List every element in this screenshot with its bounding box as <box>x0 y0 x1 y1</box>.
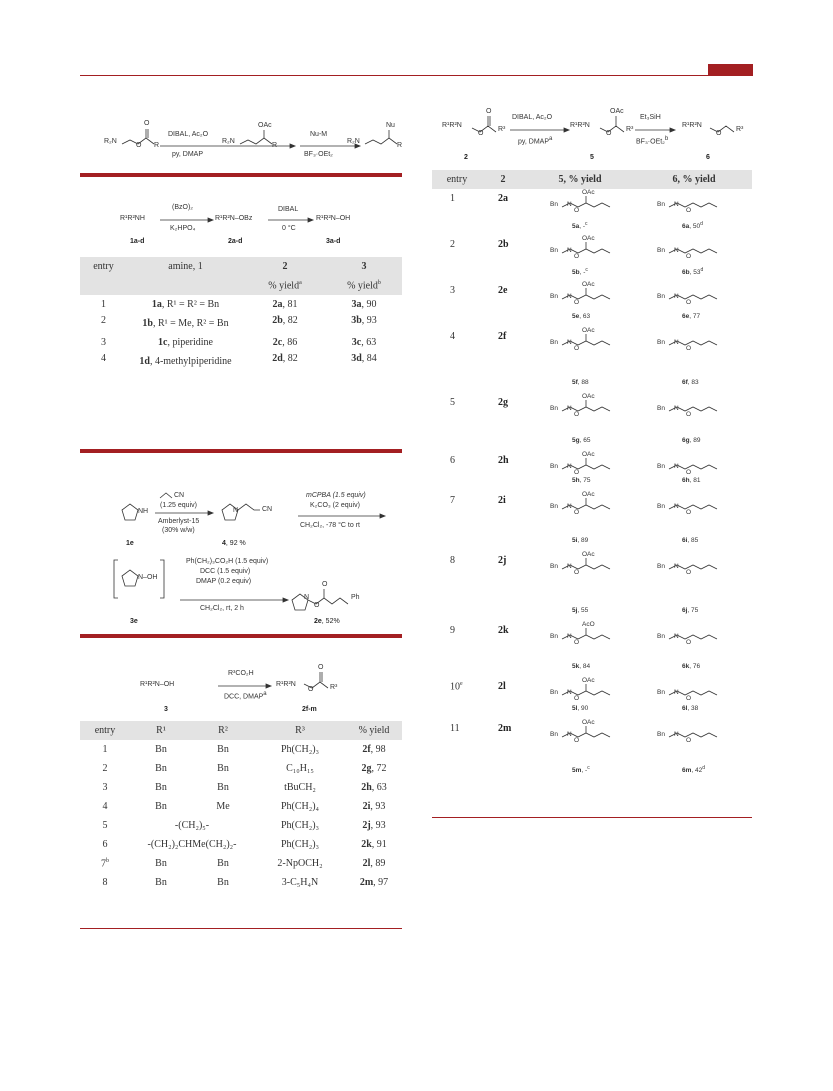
scheme5-int-label: 5 <box>590 154 594 161</box>
t3-product-structure <box>647 719 747 765</box>
scheme1-prod-r: R <box>397 142 403 149</box>
t3-entry: 1 <box>450 193 455 204</box>
section-rule-2 <box>80 449 402 453</box>
header-rule <box>80 75 753 76</box>
t3-bn2: Bn <box>657 563 665 570</box>
t3-oac: OAc <box>582 451 595 458</box>
t3-header-5: 5, % yield <box>524 170 636 189</box>
scheme4-prod-r3: R³ <box>330 684 338 691</box>
t3-n2: N <box>674 201 679 208</box>
scheme-3 <box>100 488 400 628</box>
scheme3-prod-carbonyl: O <box>322 581 328 588</box>
table-row <box>432 451 752 491</box>
scheme3-int-n: N <box>233 507 239 514</box>
t1-sub-empty1 <box>80 276 127 295</box>
scheme3-reagent1-a: (1.25 equiv) <box>160 502 197 509</box>
scheme5-int-r3: R³ <box>626 126 634 133</box>
scheme1-carbonyl-o: O <box>144 120 150 127</box>
table-row <box>432 189 752 235</box>
t3-bn2: Bn <box>657 633 665 640</box>
t1-header-2: 2 <box>244 257 326 276</box>
t3-header-6: 6, % yield <box>636 170 752 189</box>
t3-o2: O <box>686 207 692 214</box>
scheme3-reagent3-b: DCC (1.5 equiv) <box>200 568 251 575</box>
table-row <box>432 393 752 451</box>
t3-o: O <box>574 345 580 352</box>
scheme5-reagent2-top: Et₃SiH <box>640 114 661 121</box>
t3-entry: 5 <box>450 397 455 408</box>
t3-n: N <box>567 731 572 738</box>
t3-n: N <box>567 563 572 570</box>
scheme3-reagent3-d: CH₂Cl₂, rt, 2 h <box>200 605 244 612</box>
t3-n: N <box>567 463 572 470</box>
table-row: 6 -(CH₂)₂CHMe(CH₂)₂- Ph(CH₂)₃ 2k, 91 <box>102 839 387 850</box>
scheme3-reagent3-a: Ph(CH₂)₃CO₂H (1.5 equiv) <box>186 558 269 565</box>
scheme1-reagent2-bottom: BF₃·OEt₂ <box>304 151 333 158</box>
t3-entry: 9 <box>450 625 455 636</box>
scheme3-acn: CN <box>174 492 185 499</box>
t3-oac: OAc <box>582 281 595 288</box>
table-row <box>432 621 752 677</box>
t3-bn: Bn <box>550 405 558 412</box>
t3-oac: AcO <box>582 621 595 628</box>
t3-c6: 6i, 85 <box>682 537 699 544</box>
scheme5-prod-r3: R³ <box>736 126 744 133</box>
scheme3-int-cn: CN <box>262 506 273 513</box>
t3-o: O <box>574 469 580 476</box>
t3-sm: 2h <box>498 455 509 466</box>
t1-sub-empty2 <box>127 276 244 295</box>
table-row: 1 Bn Bn Ph(CH₂)₃ 2f, 98 <box>102 744 386 755</box>
scheme3-reagent2-b: K₂CO₃ (2 equiv) <box>310 502 360 509</box>
scheme2-sm-label: 1a-d <box>130 238 145 245</box>
scheme3-reagent1-b: Amberlyst-15 <box>158 518 200 525</box>
table-row <box>432 551 752 621</box>
t3-o: O <box>574 639 580 646</box>
t3-bn: Bn <box>550 463 558 470</box>
scheme2-int: R¹R²N–OBz <box>215 215 253 222</box>
table-row <box>432 491 752 551</box>
table-row <box>432 281 752 327</box>
scheme2-reagent2-top: DIBAL <box>278 206 299 213</box>
t3-n: N <box>567 339 572 346</box>
t3-entry: 10e <box>450 681 463 693</box>
scheme1-prod-r2n: R₂N <box>347 138 360 145</box>
scheme1-r2n: R₂N <box>104 138 117 145</box>
section-rule-1 <box>80 173 402 177</box>
t3-oac: OAc <box>582 719 595 726</box>
t3-n: N <box>567 293 572 300</box>
t3-c5: 5e, 63 <box>572 313 591 320</box>
t3-sm: 2f <box>498 331 507 342</box>
section-rule-5 <box>432 817 752 818</box>
t3-o2: O <box>686 509 692 516</box>
scheme3-prod-o: O <box>314 602 320 609</box>
scheme1-reagent1-bottom: py, DMAP <box>172 151 203 158</box>
t3-oac: OAc <box>582 393 595 400</box>
t1-header-amine: amine, 1 <box>127 257 244 276</box>
scheme1-r: R <box>154 142 160 149</box>
scheme1-int-oac: OAc <box>258 122 272 129</box>
t3-sm: 2l <box>498 681 506 692</box>
scheme3-nh: NH <box>138 508 149 515</box>
scheme3-prod-n: N <box>304 594 310 601</box>
scheme5-prod-o: O <box>716 130 722 137</box>
t3-entry: 7 <box>450 495 455 506</box>
table-row: 8 Bn Bn 3-C₅H₄N 2m, 97 <box>102 877 389 888</box>
scheme5-reagent2-bottom: BF₃·OEt₂$^b$ <box>636 136 669 146</box>
t3-product-structure <box>647 491 747 537</box>
t3-sm: 2m <box>498 723 512 734</box>
t3-intermediate-structure <box>540 327 640 379</box>
t1-header-entry: entry <box>80 257 127 276</box>
table-1 <box>80 257 402 371</box>
table-2 <box>80 721 402 892</box>
t3-c5: 5a, -$^c$ <box>572 221 588 231</box>
t3-o2: O <box>686 737 692 744</box>
t3-c6: 6g, 89 <box>682 437 701 444</box>
t3-o2: O <box>686 253 692 260</box>
table-row: 2 Bn Bn C₁₀H₁₅ 2g, 72 <box>102 763 387 774</box>
t3-o: O <box>574 737 580 744</box>
t3-sm: 2k <box>498 625 509 636</box>
t3-n2: N <box>674 405 679 412</box>
t3-c6: 6b, 53$^d$ <box>682 267 704 277</box>
t3-sm: 2b <box>498 239 509 250</box>
t3-n: N <box>567 503 572 510</box>
t3-sm: 2j <box>498 555 507 566</box>
t3-c6: 6m, 42$^d$ <box>682 765 706 775</box>
scheme5-prod-label: 6 <box>706 154 710 161</box>
t2-header-r1: R¹ <box>130 721 192 740</box>
scheme3-reagent2-a: mCPBA (1.5 equiv) <box>306 492 366 499</box>
t3-o2: O <box>686 639 692 646</box>
t3-bn2: Bn <box>657 503 665 510</box>
t3-c5: 5j, 55 <box>572 607 589 614</box>
t3-product-structure <box>647 393 747 437</box>
t3-o: O <box>574 411 580 418</box>
scheme4-prod-label: 2f-m <box>302 706 317 713</box>
scheme-1 <box>100 118 410 168</box>
t3-n: N <box>567 633 572 640</box>
table-row: 2 1b, R¹ = Me, R² = Bn 2b, 82 3b, 93 <box>101 315 377 329</box>
scheme2-reagent1-top: (BzO)₂ <box>172 204 193 211</box>
t3-n2: N <box>674 689 679 696</box>
t3-n2: N <box>674 339 679 346</box>
t3-bn: Bn <box>550 689 558 696</box>
table-row <box>432 719 752 779</box>
t3-n2: N <box>674 247 679 254</box>
t3-o2: O <box>686 299 692 306</box>
t2-header-yield: % yield <box>346 721 402 740</box>
table-3 <box>432 170 752 779</box>
t3-n: N <box>567 689 572 696</box>
t3-bn2: Bn <box>657 293 665 300</box>
t3-n2: N <box>674 731 679 738</box>
t3-product-structure <box>647 327 747 379</box>
t3-n: N <box>567 405 572 412</box>
t3-entry: 6 <box>450 455 455 466</box>
scheme5-reagent1-bottom: py, DMAP$^a$ <box>518 136 553 146</box>
t3-bn: Bn <box>550 339 558 346</box>
t3-o: O <box>574 253 580 260</box>
t3-c6: 6h, 81 <box>682 477 701 484</box>
t3-bn2: Bn <box>657 463 665 470</box>
table-row <box>432 235 752 281</box>
t3-entry: 11 <box>450 723 460 734</box>
t2-header-entry: entry <box>80 721 130 740</box>
t3-sm: 2i <box>498 495 506 506</box>
t3-c5: 5h, 75 <box>572 477 591 484</box>
scheme4-sm: R¹R²N–OH <box>140 681 175 688</box>
scheme5-int-oac: OAc <box>610 108 624 115</box>
scheme3-reagent3-c: DMAP (0.2 equiv) <box>196 578 252 585</box>
t3-oac: OAc <box>582 189 595 196</box>
t3-c6: 6e, 77 <box>682 313 701 320</box>
t3-c5: 5l, 90 <box>572 705 589 712</box>
t2-header-r3: R³ <box>254 721 346 740</box>
t2-header-r2: R² <box>192 721 254 740</box>
t3-entry: 8 <box>450 555 455 566</box>
scheme2-int-label: 2a-d <box>228 238 243 245</box>
t3-product-structure <box>647 621 747 663</box>
t3-c5: 5g, 65 <box>572 437 591 444</box>
t3-bn2: Bn <box>657 339 665 346</box>
t3-bn2: Bn <box>657 731 665 738</box>
t3-o: O <box>574 207 580 214</box>
t3-c5: 5m, -$^c$ <box>572 765 590 775</box>
table-row: 1 1a, R¹ = R² = Bn 2a, 81 3a, 90 <box>101 299 377 310</box>
t3-n: N <box>567 247 572 254</box>
scheme4-reagent-bottom: DCC, DMAP$^a$ <box>224 691 267 701</box>
t3-c6: 6k, 76 <box>682 663 701 670</box>
scheme5-sm-r3: R³ <box>498 126 506 133</box>
t3-o2: O <box>686 345 692 352</box>
scheme4-prod-o: O <box>308 686 314 693</box>
t3-product-structure <box>647 551 747 607</box>
scheme-5 <box>440 108 750 168</box>
t3-c5: 5b, -$^c$ <box>572 267 588 277</box>
t3-bn2: Bn <box>657 201 665 208</box>
t3-c6: 6a, 50$^d$ <box>682 221 703 231</box>
section-rule-3 <box>80 634 402 638</box>
scheme5-sm: R¹R²N <box>442 122 462 129</box>
scheme4-reagent-top: R³CO₂H <box>228 670 254 677</box>
t3-oac: OAc <box>582 677 595 684</box>
scheme3-reagent2-c: CH₂Cl₂, -78 °C to rt <box>300 522 360 529</box>
t3-c6: 6f, 83 <box>682 379 699 386</box>
scheme2-reagent2-bottom: 0 °C <box>282 225 296 232</box>
scheme-2 <box>120 200 400 250</box>
t3-bn2: Bn <box>657 689 665 696</box>
scheme4-sm-label: 3 <box>164 706 168 713</box>
t3-c6: 6j, 75 <box>682 607 699 614</box>
scheme5-sm-carbonyl: O <box>486 108 492 115</box>
scheme1-o: O <box>136 142 142 149</box>
t3-bn: Bn <box>550 633 558 640</box>
scheme5-prod: R¹R²N <box>682 122 702 129</box>
t3-o2: O <box>686 469 692 476</box>
header-tab <box>708 64 753 76</box>
t3-sm: 2e <box>498 285 508 296</box>
scheme1-reagent2-top: Nu-M <box>310 131 328 138</box>
t3-rows <box>432 189 752 779</box>
table-row <box>432 677 752 719</box>
t3-entry: 4 <box>450 331 455 342</box>
t3-o: O <box>574 695 580 702</box>
t3-bn: Bn <box>550 731 558 738</box>
t1-sub-yield-2: % yield$^a$ <box>244 276 326 295</box>
t3-bn: Bn <box>550 563 558 570</box>
scheme1-reagent1-top: DIBAL, Ac₂O <box>168 131 209 138</box>
t3-n2: N <box>674 293 679 300</box>
scheme5-sm-label: 2 <box>464 154 468 161</box>
table-row <box>432 327 752 393</box>
t3-entry: 2 <box>450 239 455 250</box>
t3-bn2: Bn <box>657 247 665 254</box>
t3-c5: 5f, 88 <box>572 379 589 386</box>
scheme5-int: R¹R²N <box>570 122 590 129</box>
scheme1-int-r: R <box>272 142 278 149</box>
t3-o: O <box>574 569 580 576</box>
section-rule-4 <box>80 928 402 929</box>
scheme5-int-o: O <box>606 130 612 137</box>
scheme5-reagent1-top: DIBAL, Ac₂O <box>512 114 553 121</box>
t3-sm: 2a <box>498 193 508 204</box>
t3-bn: Bn <box>550 503 558 510</box>
scheme3-prod-ph: Ph <box>351 594 360 601</box>
scheme1-prod-nu: Nu <box>386 122 395 129</box>
scheme2-reagent1-bottom: K₂HPO₄ <box>170 225 196 232</box>
table-row: 5 -(CH₂)₅- Ph(CH₂)₃ 2j, 93 <box>102 820 386 831</box>
t3-c6: 6l, 38 <box>682 705 699 712</box>
scheme5-sm-o: O <box>478 130 484 137</box>
t3-n2: N <box>674 463 679 470</box>
t3-o2: O <box>686 411 692 418</box>
scheme2-sm: R¹R²NH <box>120 215 145 222</box>
t3-oac: OAc <box>582 491 595 498</box>
table-row: 7$^b$ Bn Bn 2-NpOCH₂ 2l, 89 <box>101 857 386 870</box>
table-row: 4 Bn Me Ph(CH₂)₄ 2i, 93 <box>102 801 386 812</box>
scheme3-sm-label: 1e <box>126 540 134 547</box>
t3-c5: 5k, 84 <box>572 663 591 670</box>
scheme4-prod-left: R¹R²N <box>276 681 296 688</box>
t3-sm: 2g <box>498 397 508 408</box>
table-row: 3 1c, piperidine 2c, 86 3c, 63 <box>101 337 377 348</box>
t1-header-3: 3 <box>326 257 402 276</box>
scheme3-noh: N–OH <box>138 574 158 581</box>
t3-bn2: Bn <box>657 405 665 412</box>
scheme2-prod: R¹R²N–OH <box>316 215 351 222</box>
t3-entry: 3 <box>450 285 455 296</box>
t3-n2: N <box>674 563 679 570</box>
t3-header-2: 2 <box>482 170 524 189</box>
t3-o: O <box>574 509 580 516</box>
t3-o2: O <box>686 695 692 702</box>
scheme3-int-label: 4, 92 % <box>222 540 246 547</box>
t3-n: N <box>567 201 572 208</box>
table-row: 4 1d, 4-methylpiperidine 2d, 82 3d, 84 <box>101 353 377 367</box>
scheme-4 <box>140 664 390 719</box>
t3-oac: OAc <box>582 235 595 242</box>
scheme3-noh-label: 3e <box>130 618 138 625</box>
t3-bn: Bn <box>550 293 558 300</box>
t1-sub-yield-3: % yield$^b$ <box>326 276 402 295</box>
t3-o2: O <box>686 569 692 576</box>
scheme2-prod-label: 3a-d <box>326 238 341 245</box>
t3-bn: Bn <box>550 247 558 254</box>
t3-bn: Bn <box>550 201 558 208</box>
t3-oac: OAc <box>582 327 595 334</box>
scheme1-int-r2n: R₂N <box>222 138 235 145</box>
t3-header-entry: entry <box>432 170 482 189</box>
t3-n2: N <box>674 503 679 510</box>
scheme3-reagent1-c: (30% w/w) <box>162 527 195 534</box>
t3-n2: N <box>674 633 679 640</box>
t3-intermediate-structure <box>540 551 640 607</box>
t3-o: O <box>574 299 580 306</box>
t3-c5: 5i, 89 <box>572 537 589 544</box>
table-row: 3 Bn Bn tBuCH₂ 2h, 63 <box>102 782 387 793</box>
t3-oac: OAc <box>582 551 595 558</box>
scheme4-prod-carbonyl: O <box>318 664 324 671</box>
scheme3-prod-label: 2e, 52% <box>314 618 340 625</box>
